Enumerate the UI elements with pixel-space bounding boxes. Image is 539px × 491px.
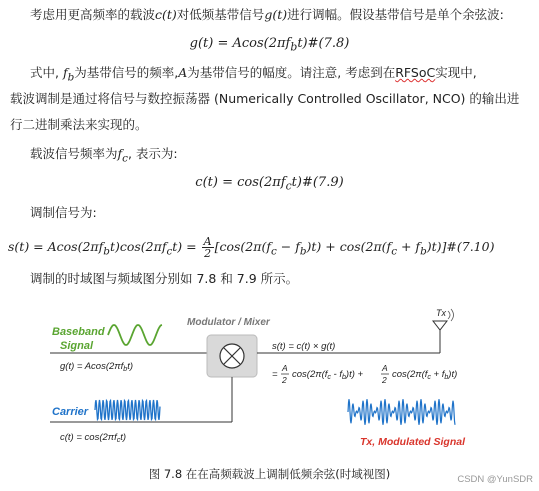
eq1-sub: b bbox=[290, 40, 298, 54]
eq3-frac-den: 2 bbox=[204, 247, 212, 260]
symbol-fb-base: f bbox=[62, 65, 68, 80]
output-equation: s(t) = c(t) × g(t) bbox=[272, 341, 336, 352]
para2-text-a: 式中, bbox=[30, 65, 59, 80]
symbol-A: A bbox=[178, 65, 188, 80]
baseband-equation bbox=[60, 361, 133, 373]
eq3-rhs2: − f bbox=[276, 239, 300, 254]
s-eq-c: )t) + bbox=[345, 369, 364, 380]
eq2-text: c(t) = cos(2πf bbox=[195, 175, 286, 190]
s-eq-d: cos(2π(f bbox=[392, 369, 428, 380]
g-eq-sub: b bbox=[123, 366, 128, 373]
s-eq-sub4: b bbox=[444, 374, 449, 381]
symbol-gt: g(t) bbox=[264, 7, 288, 22]
symbol-fc-base: f bbox=[117, 146, 123, 161]
radio-waves-icon bbox=[448, 309, 454, 321]
para2-text-c: 为基带信号的幅度。请注意, 考虑到在 bbox=[187, 65, 396, 80]
para2-text-d: 实现中, bbox=[435, 65, 477, 80]
eq3-lhs: s(t) = Acos(2πf bbox=[8, 239, 104, 254]
eq3-rsub4: b bbox=[420, 245, 427, 258]
equation-7-8 bbox=[0, 35, 539, 57]
eq3-sub2: c bbox=[166, 245, 173, 258]
s-eq-f: )t) bbox=[448, 369, 458, 380]
frac1-den: 2 bbox=[282, 375, 287, 385]
symbol-ct: c(t) bbox=[155, 7, 177, 22]
eq3-rsub3: c bbox=[391, 245, 398, 258]
figure-caption: 图 7.8 在在高频载波上调制低频余弦(时域视图) bbox=[148, 467, 391, 481]
s-eq-part2 bbox=[392, 369, 457, 381]
frac1-num: A bbox=[282, 363, 288, 373]
paragraph-carrier bbox=[30, 145, 539, 168]
c-eq-end: t) bbox=[120, 432, 127, 443]
frac2-den: 2 bbox=[382, 375, 387, 385]
frac2-num: A bbox=[382, 363, 388, 373]
eq2-sub: c bbox=[285, 179, 292, 193]
watermark: CSDN @YunSDR bbox=[457, 474, 533, 485]
eq3-mid: t)cos(2πf bbox=[109, 239, 167, 254]
carrier-equation bbox=[60, 432, 126, 444]
s-eq-sub3: c bbox=[427, 374, 431, 381]
s-eq-a: cos(2π(f bbox=[292, 369, 328, 380]
s-eq-part1 bbox=[292, 369, 364, 381]
carrier-label: Carrier bbox=[52, 406, 89, 418]
eq1-text: g(t) = Acos(2πf bbox=[189, 36, 291, 51]
baseband-label-line2: Signal bbox=[60, 340, 94, 352]
para1-text-b: 对低频基带信号 bbox=[176, 7, 265, 22]
eq1-tail: t)#(7.8) bbox=[297, 36, 350, 51]
symbol-fb-sub: b bbox=[67, 71, 75, 84]
c-eq-text: c(t) = cos(2πf bbox=[60, 432, 117, 443]
paragraph-explain-l2: 载波调制是通过将信号与数控振荡器 (Numerically Controlled Oscillator, NCO) 的输出进 bbox=[10, 91, 520, 106]
eq3-sub1: b bbox=[103, 245, 110, 258]
para3-text-b: , 表示为: bbox=[127, 146, 178, 161]
symbol-fc-sub: c bbox=[122, 152, 128, 165]
eq3-rhs1: [cos(2π(f bbox=[214, 239, 271, 254]
antenna-icon bbox=[433, 321, 447, 330]
equation-7-10 bbox=[8, 236, 539, 261]
paragraph-figure-ref: 调制的时域图与频域图分别如 7.8 和 7.9 所示。 bbox=[30, 271, 299, 286]
para2-text-b: 为基带信号的频率, bbox=[74, 65, 179, 80]
modulated-wave bbox=[348, 399, 455, 425]
para1-text-a: 考虑用更高频率的载波 bbox=[30, 7, 156, 22]
c-eq-sub: c bbox=[116, 437, 121, 444]
eq3-rhs4: + f bbox=[397, 239, 421, 254]
g-eq-text: g(t) = Acos(2πf bbox=[60, 361, 124, 372]
paragraph-intro bbox=[30, 6, 539, 24]
s-eq-equals: = bbox=[272, 369, 278, 380]
baseband-wave bbox=[108, 325, 162, 345]
eq3-frac-num: A bbox=[203, 235, 212, 248]
paragraph-modulated: 调制信号为: bbox=[30, 205, 97, 220]
eq3-rsub1: c bbox=[270, 245, 277, 258]
rfsoc-term: RFSoC bbox=[395, 65, 436, 80]
para3-text-a: 载波信号频率为 bbox=[30, 146, 118, 161]
eq3-rhs3: )t) + cos(2π(f bbox=[306, 239, 392, 254]
modulator-label: Modulator / Mixer bbox=[187, 317, 270, 328]
tx-label: Tx bbox=[436, 308, 446, 318]
s-eq-sub2: b bbox=[342, 374, 346, 381]
modulated-signal-label: Tx, Modulated Signal bbox=[360, 436, 466, 448]
eq3-rhs5: )t)]#(7.10) bbox=[426, 239, 495, 254]
equation-7-9 bbox=[0, 174, 539, 196]
paragraph-explain-l3: 行二进制乘法来实现的。 bbox=[10, 117, 148, 132]
para1-text-c: 进行调幅。假设基带信号是单个余弦波: bbox=[287, 7, 504, 22]
baseband-label-line1: Baseband bbox=[52, 326, 105, 338]
carrier-wave bbox=[95, 400, 160, 420]
s-eq-sub1: c bbox=[327, 374, 331, 381]
symbol-fb bbox=[62, 65, 75, 84]
output-equation-expanded bbox=[272, 369, 278, 380]
eq3-fraction bbox=[202, 236, 214, 259]
eq2-tail: t)#(7.9) bbox=[291, 175, 344, 190]
mixer-block-diagram bbox=[0, 305, 539, 460]
g-eq-end: t) bbox=[127, 361, 134, 372]
paragraph-explain-l1 bbox=[30, 64, 539, 87]
eq3-rsub2: b bbox=[299, 245, 307, 258]
symbol-fc bbox=[117, 146, 128, 165]
s-eq-b: - f bbox=[330, 369, 342, 380]
s-eq-e: + f bbox=[430, 369, 445, 380]
eq3-lhs-end: t) = bbox=[172, 239, 197, 254]
